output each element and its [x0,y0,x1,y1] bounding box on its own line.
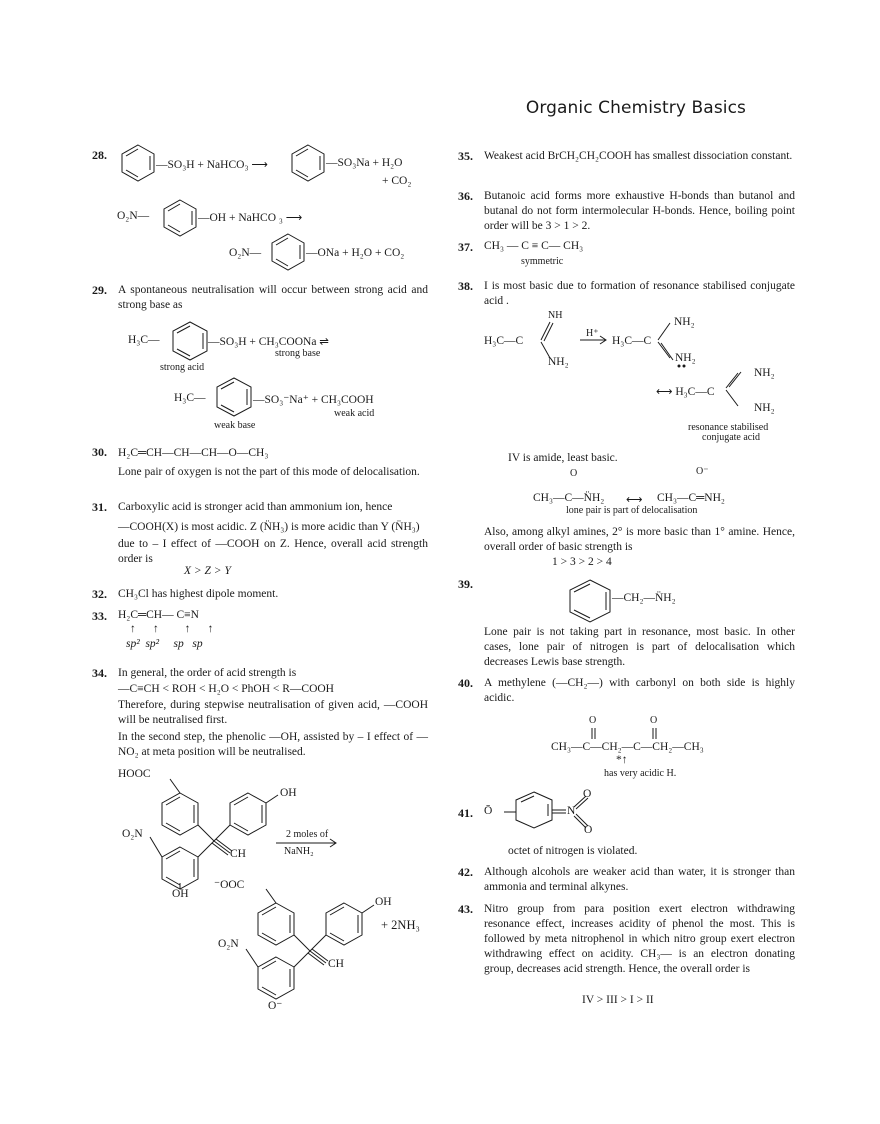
page-title: Organic Chemistry Basics [525,98,746,118]
label: HOOC [118,768,151,780]
question-number: 31. [92,500,107,514]
formula: —CH₂—N̈H₂ [612,592,676,604]
label: resonance stabilised [688,422,769,433]
benzene-ring [162,847,198,889]
answer-text: I is most basic due to formation of resonance stabilised conjugate acid . [484,280,795,307]
label: NH₂ [754,367,775,379]
benzene-ring [258,903,294,945]
benzene-ring [272,234,304,270]
label: NH₂ [754,402,775,414]
label: OH [280,787,297,799]
answer-text: Weakest acid BrCH₂CH₂COOH has smallest dissociation constant. [484,150,793,162]
question-number: 33. [92,609,107,623]
label: symmetric [521,256,564,267]
benzene-ring [258,957,294,999]
label: NH₂ [675,352,696,364]
amidine-structures [520,310,780,430]
formula: CH₃—C═NH₂ [657,492,725,504]
reaction-text: H₃C— [128,334,160,346]
label: OH [172,888,189,900]
question-number: 30. [92,445,107,459]
formula: CH₃—C—CH₂—C—CH₂—CH₃ [551,741,704,753]
question-number: 36. [458,189,473,203]
label: Ō [484,805,493,817]
answer-text: —COOH(X) is most acidic. Z (N̈H₃) is more acidic than Y (N̈H₃) [118,521,420,533]
label: CH [328,958,344,970]
question-number: 42. [458,865,473,879]
label: O [584,824,593,836]
reaction-text: —SO₃⁻Na⁺ + CH₃COOH [253,394,374,406]
label: NH₂ [674,316,695,328]
answer-text: CH₃Cl has highest dipole moment. [118,588,279,600]
question-number: 29. [92,283,107,297]
label: 2 moles of [286,829,329,840]
label: conjugate acid [702,432,761,443]
benzene-ring [164,200,196,236]
answer-text: Nitro group from para position exert electron withdrawing resonance effect, increases acidity of phenol the most. This is followed by meta nitrophenol in which nitro group exert electron withdrawing effect on acidity. CH₃— is an electron donating group, decreases acid strength. Hence, the overall order is [484,903,795,975]
answer-text: Although alcohols are weaker acid than water, it is stronger than ammonia and terminal alkynes. [484,866,795,893]
answer-text: octet of nitrogen is violated. [508,845,638,857]
answer-text: In general, the order of acid strength is [118,667,297,679]
formula: ⟷ H₃C—C [656,386,715,398]
benzene-ring [162,793,198,835]
formula: H₃C—C [484,335,524,347]
label: has very acidic H. [604,768,677,779]
formula: CH₃—C—N̈H₂ [533,492,605,504]
question-number: 43. [458,902,473,916]
formula: H₃C—C [612,335,652,347]
answer-text: Lone pair of oxygen is not the part of this mode of delocalisation. [118,466,420,478]
order: X > Z > Y [184,565,231,577]
reaction-text: —OH + NaHCO ₃ ⟶ [198,212,303,224]
label: O₂N [218,938,239,950]
benzene-ring [217,378,251,416]
label: weak base [214,420,256,431]
answer-text: Butanoic acid forms more exhaustive H-bonds than butanol and butanal do not form intermolecular H-bonds. Hence, boiling point order will be 3 > 1 > 2. [484,190,795,232]
answer-text: due to – I effect of —COOH on Z. Hence, overall acid strength order is [118,538,428,565]
question-number: 34. [92,666,107,680]
formula: H₂C═CH—CH—CH—O—CH₃ [118,447,269,459]
answer-text: In the second step, the phenolic —OH, assisted by – I effect of —NO₂ at meta position will be neutralised. [118,731,428,758]
label: O [570,468,578,479]
reaction-text: O₂N— [117,210,150,222]
label: N [567,805,576,817]
reaction-text: —SO₃H + CH₃COONa ⇌ [208,336,329,348]
label: weak acid [334,408,375,419]
label: + 2NH₃ [381,918,420,932]
order: IV > III > I > II [582,994,654,1006]
label: O₂N [122,828,143,840]
formula: CH₃ — C ≡ C— CH₃ [484,240,584,252]
answer-text: Carboxylic acid is stronger acid than ammonium ion, hence [118,501,393,513]
benzene-ring [122,145,154,181]
arrows: ↑ ↑ ↑ ↑ [130,623,214,635]
reaction-text: H₃C— [174,392,206,404]
question-number: 40. [458,676,473,690]
answer-text: Therefore, during stepwise neutralisation of given acid, —COOH will be neutralised first. [118,699,428,726]
label: strong acid [160,362,205,373]
arrow: ⟷ [626,494,643,506]
label: lone pair is part of delocalisation [566,505,698,516]
answer-text: A spontaneous neutralisation will occur between strong acid and strong base as [118,284,428,311]
structure-34 [118,765,438,1025]
answer-text: Lone pair is not taking part in resonance, most basic. In other cases, lone pair of nitrogen is part of delocalisation which decreases Lewis base strength. [484,626,795,668]
label: O [589,715,597,726]
reaction-text: —SO₃H + NaHCO₃ ⟶ [156,159,268,171]
label: O⁻ [696,466,709,477]
question-number: 37. [458,240,473,254]
answer-text: Also, among alkyl amines, 2° is more basic than 1° amine. Hence, overall order of basic strength is [484,526,795,553]
question-number: 35. [458,149,473,163]
hybridisation: sp² sp² sp sp [126,638,203,650]
label: ⁻OOC [214,879,245,891]
reaction-text: + CO₂ [382,175,412,187]
label: O [583,788,592,800]
order: 1 > 3 > 2 > 4 [552,556,612,568]
question-number: 28. [92,148,107,162]
reaction-text: —ONa + H₂O + CO₂ [306,247,405,259]
label: O⁻ [268,1000,283,1012]
label: NaNH₂ [284,846,314,857]
benzene-ring [230,793,266,835]
question-number: 38. [458,279,473,293]
benzene-ring [326,903,362,945]
label: H⁺ [586,328,599,339]
question-number: 32. [92,587,107,601]
benzene-ring [292,145,324,181]
label: CH [230,848,246,860]
reaction-text: —SO₃Na + H₂O [326,157,403,169]
formula: H₂C═CH— C≡N [118,609,199,621]
label: NH [548,310,563,321]
label: OH [375,896,392,908]
answer-text: A methylene (—CH₂—) with carbonyl on both side is highly acidic. [484,677,795,704]
order: —C≡CH < ROH < H₂O < PhOH < R—COOH [118,683,334,695]
benzene-ring [173,322,207,360]
question-number: 39. [458,577,473,591]
reaction-text: O₂N— [229,247,262,259]
label: O [650,715,658,726]
arrow: *↑ [616,754,628,766]
label: NH₂ [548,356,569,368]
question-number: 41. [458,806,473,820]
label: strong base [275,348,321,359]
answer-text: IV is amide, least basic. [508,452,618,464]
carbonyl-bonds [588,726,668,742]
